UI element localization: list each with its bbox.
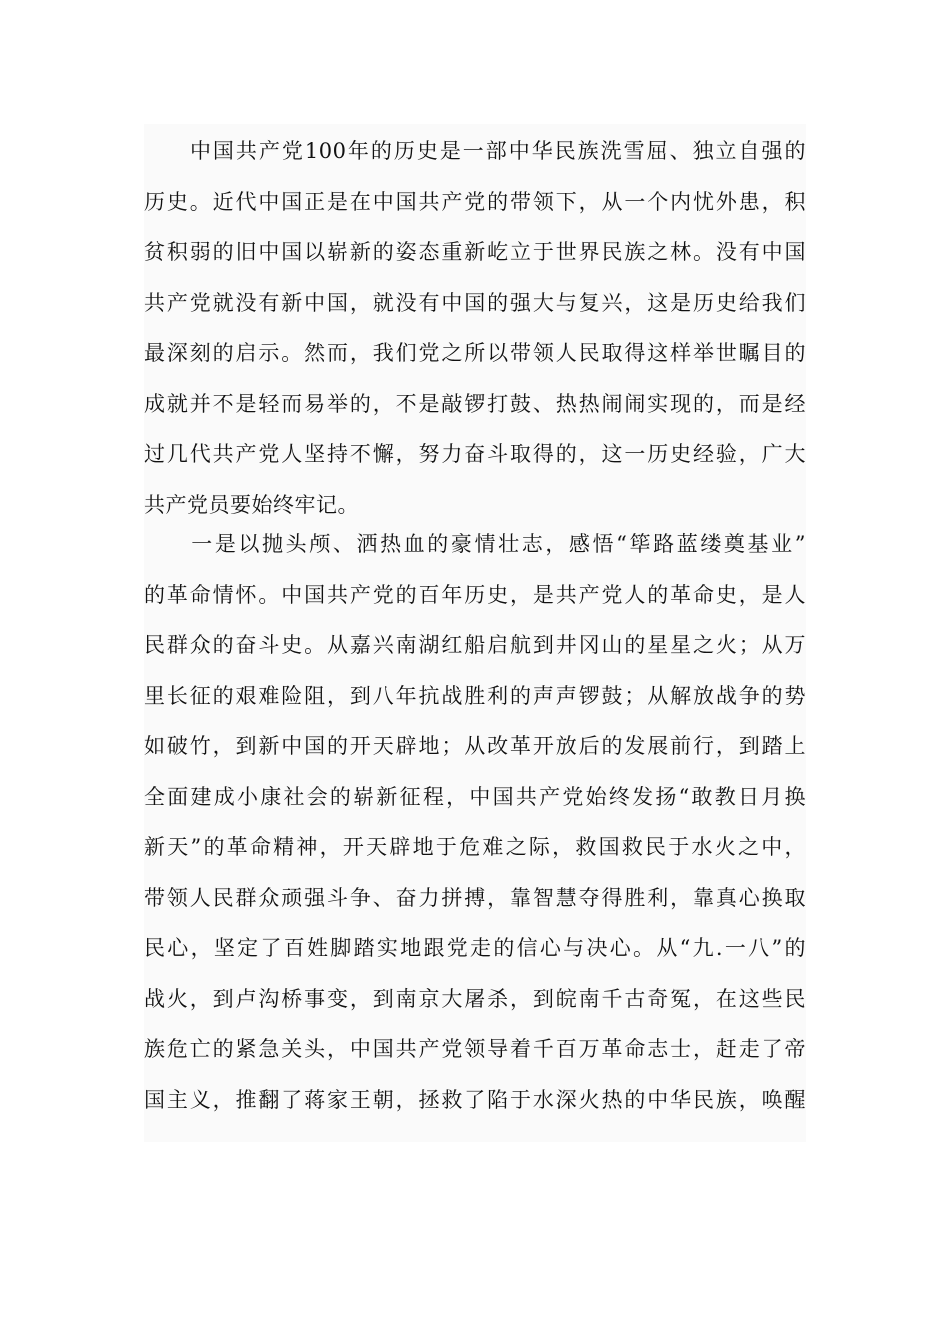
paragraph-revolution xyxy=(144,519,806,1125)
document-body xyxy=(144,124,806,1142)
text-line: 新天”的革命精神，开天辟地于危难之际，救国救民于水火之中， xyxy=(144,835,806,859)
text-line: 贫积弱的旧中国以崭新的姿态重新屹立于世界民族之林。没有中国 xyxy=(144,240,806,264)
text-line: 中国共产党100年的历史是一部中华民族洗雪屈、独立自强的 xyxy=(144,139,806,163)
text-line: 族危亡的紧急关头，中国共产党领导着千百万革命志士，赶走了帝 xyxy=(144,1037,806,1061)
text-line: 成就并不是轻而易举的，不是敲锣打鼓、热热闹闹实现的，而是经 xyxy=(144,391,806,416)
text-line: 全面建成小康社会的崭新征程，中国共产党始终发扬“敢教日月换 xyxy=(144,784,806,809)
text-line: 共产党员要始终牢记。 xyxy=(144,492,359,517)
text-line: 民心，坚定了百姓脚踏实地跟党走的信心与决心。从“九.一八”的 xyxy=(144,936,806,960)
text-line: 的革命情怀。中国共产党的百年历史，是共产党人的革命史，是人 xyxy=(144,582,806,607)
text-line: 共产党就没有新中国，就没有中国的强大与复兴，这是历史给我们 xyxy=(144,290,806,315)
text-line: 民群众的奋斗史。从嘉兴南湖红船启航到井冈山的星星之火；从万 xyxy=(144,633,806,657)
text-line: 一是以抛头颅、洒热血的豪情壮志，感悟“筚路蓝缕奠基业” xyxy=(144,532,806,556)
text-line: 如破竹，到新中国的开天辟地；从改革开放后的发展前行，到踏上 xyxy=(144,734,806,758)
paragraph-history xyxy=(144,126,806,530)
text-line: 国主义，推翻了蒋家王朝，拯救了陷于水深火热的中华民族，唤醒 xyxy=(144,1087,806,1112)
text-line: 战火，到卢沟桥事变，到南京大屠杀，到皖南千古奇冤，在这些民 xyxy=(144,986,806,1011)
text-line: 里长征的艰难险阻，到八年抗战胜利的声声锣鼓；从解放战争的势 xyxy=(144,683,806,708)
text-line: 历史。近代中国正是在中国共产党的带领下，从一个内忧外患，积 xyxy=(144,189,806,214)
text-line: 带领人民群众顽强斗争、奋力拼搏，靠智慧夺得胜利，靠真心换取 xyxy=(144,885,806,910)
text-line: 最深刻的启示。然而，我们党之所以带领人民取得这样举世瞩目的 xyxy=(144,341,806,365)
text-line: 过几代共产党人坚持不懈，努力奋斗取得的，这一历史经验，广大 xyxy=(144,442,806,466)
